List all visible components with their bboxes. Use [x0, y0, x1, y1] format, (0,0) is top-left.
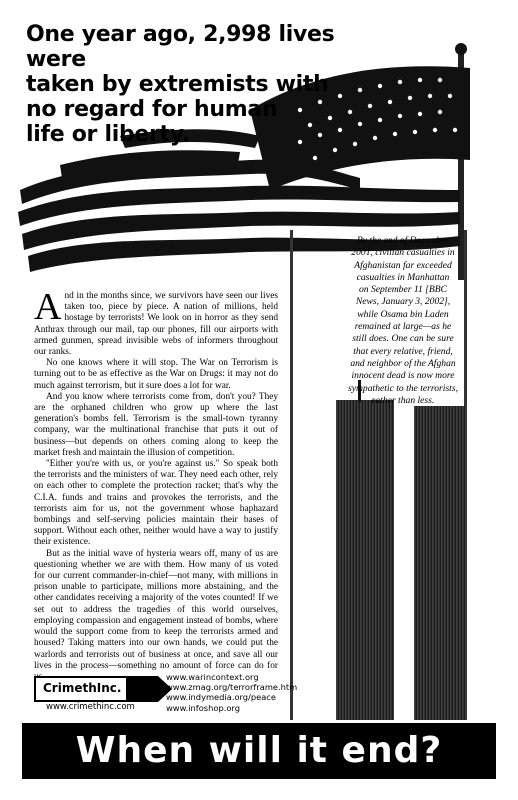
body-paragraph: [34, 286, 278, 358]
sidebar-line: still does. One can be sure: [352, 333, 454, 345]
resource-links: [166, 672, 297, 713]
article-body: [34, 286, 278, 683]
headline-line: life or liberty.: [26, 122, 190, 147]
sidebar-line: innocent dead is now more: [351, 370, 455, 382]
body-paragraph: "Either you're with us, or you're against us." So speak both the terrorists and the ministers of war. They need each other, rely on each other to complete the protection racket; that's why the C.I.A. funds and trains and provokes the terrorists, and the terrorists aim for us, not the government whose haphazard bombings and self-serving policies maintain their bases of support. Without each other, neither would have a way to justify their existence.: [34, 459, 278, 548]
sidebar-line: Afghanistan far exceeded: [354, 259, 452, 271]
sidebar-quote: [333, 235, 473, 407]
headline: [26, 22, 356, 147]
headline-line: no regard for human: [26, 97, 278, 122]
sidebar-line: News, January 3, 2002],: [355, 296, 451, 308]
sidebar-line: By the end of December: [356, 235, 450, 246]
tagline: When will it end?: [75, 730, 443, 771]
headline-line: One year ago, 2,998 lives were: [26, 22, 335, 72]
sidebar-line: while Osama bin Laden: [357, 308, 449, 320]
logo-url[interactable]: www.crimethinc.com: [46, 702, 135, 712]
headline-line: taken by extremists with: [26, 72, 329, 97]
sidebar-line: on September 11 [BBC: [358, 284, 448, 296]
drop-cap: A: [34, 286, 62, 328]
sidebar-line: and neighbor of the Afghan: [350, 357, 456, 369]
sidebar-line: sympathetic to the terrorists,: [348, 382, 458, 394]
bullet-icon: [126, 676, 158, 702]
crimethinc-logo: [34, 676, 158, 702]
sidebar-line: that every relative, friend,: [353, 345, 453, 357]
paragraph-text: nd in the months since, we survivors have seen our lives taken too, piece by piece. A nation of millions, held hostage by terrorists! We look on in horror as they send Anthrax through our mail, tap our phones, fill our airports with armed gunmen, spread invisible webs of informers throughout our ranks.: [34, 291, 278, 358]
tagline-bar: [22, 723, 496, 779]
body-paragraph: But as the initial wave of hysteria wears off, many of us are questioning whether we are with them. How many of us voted for our current commander-in-chief—not many, with millions in prison unable to participate, millions more abstaining, and the other candidates receiving a majority of the votes counted! If we set out to address the tragedies of this world ourselves, employing compassion and engagement instead of bombs, where would the support come from to keep the terrorists armed and housed? Taking matters into our own hands, we could put the warlords and terrorists out of business at once, and save all our lives in the process—something no amount of force can do for: [34, 548, 278, 671]
sidebar-line: remained at large—as he: [354, 321, 452, 333]
sidebar-line: 2001, civilian casualties in: [351, 247, 455, 259]
resource-link[interactable]: www.zmag.org/terrorframe.htm: [166, 682, 298, 693]
resource-link[interactable]: www.indymedia.org/peace: [166, 692, 276, 703]
resource-link[interactable]: www.infoshop.org: [166, 702, 240, 713]
body-paragraph: And you know where terrorists come from, don't you? They are the orphaned children who grow up where the last generation's bombs fell. Terrorism is the small-town tyranny company, war the multinational franchise that puts it out of business—but depends on others coming along to keep the market fresh and maintain the illusion of competition.: [34, 391, 278, 458]
sidebar-line: casualties in Manhattan: [356, 271, 450, 283]
resource-link[interactable]: www.warincontext.org: [166, 672, 259, 682]
body-paragraph: No one knows where it will stop. The War on Terrorism is turning out to be as effective as the War on Drugs: it may not do much against terrorism, but it sure does a lot for war.: [34, 358, 278, 391]
logo-text: CrimethInc.: [43, 681, 122, 695]
sidebar-line: rather than less.: [371, 394, 435, 406]
